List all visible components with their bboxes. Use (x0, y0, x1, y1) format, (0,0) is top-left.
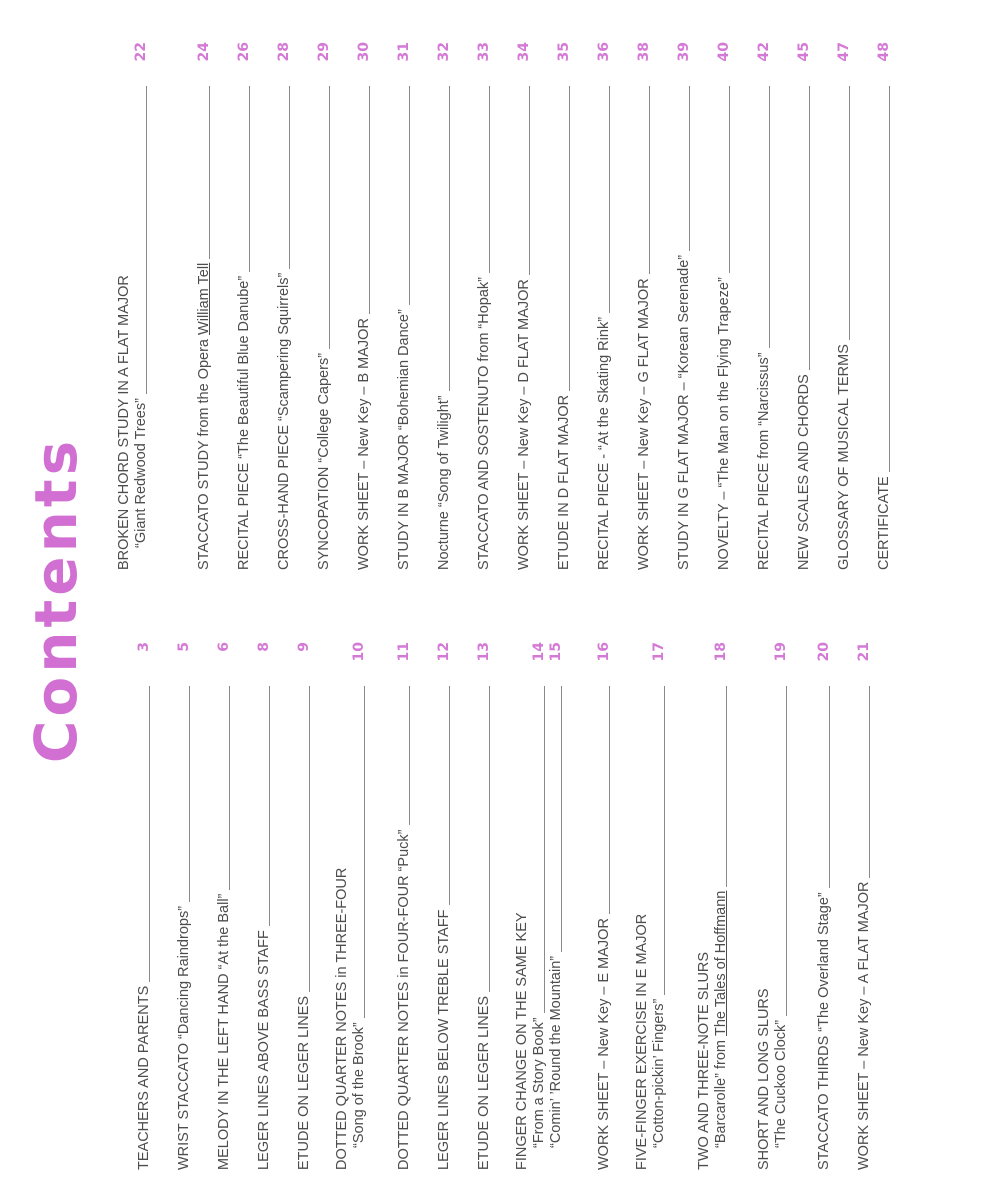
toc-entry[interactable]: WORK SHEET – New Key – B MAJOR 30 (356, 42, 372, 570)
opera-title: William Tell (196, 262, 212, 335)
toc-entry[interactable]: WORK SHEET – New Key – G FLAT MAJOR 38 (636, 42, 652, 570)
toc-entry[interactable]: SYNCOPATION “College Capers” 29 (316, 42, 332, 570)
toc-entry[interactable]: STACCATO THIRDS “The Overland Stage” 20 (816, 642, 832, 1170)
leader-line (561, 686, 562, 952)
page-number: 6 (216, 642, 232, 652)
page-number: 19 (773, 642, 789, 662)
page-number: 42 (756, 42, 772, 62)
page-number: 10 (351, 642, 367, 662)
leader-line (569, 86, 570, 391)
page-number: 14 (531, 642, 547, 662)
leader-line (409, 686, 410, 826)
toc-entry[interactable]: WORK SHEET – New Key – E MAJOR 16 (596, 642, 612, 1170)
leader-line (609, 686, 610, 914)
leader-line (489, 686, 490, 992)
contents-column-left (0, 642, 982, 1170)
toc-entry[interactable]: RECITAL PIECE “The Beautiful Blue Danube” 26 (236, 42, 252, 570)
toc-entry[interactable]: RECITAL PIECE from “Narcissus” 42 (756, 42, 772, 570)
toc-entry[interactable]: STUDY IN G FLAT MAJOR – “Korean Serenade” 39 (676, 42, 692, 570)
toc-entry[interactable]: SHORT AND LONG SLURS “The Cuckoo Clock” 19 (756, 642, 789, 1170)
page-number: 21 (856, 642, 872, 662)
page-title: Contents (22, 436, 90, 764)
toc-entry[interactable]: Nocturne “Song of Twilight” 32 (436, 42, 452, 570)
page-number: 45 (796, 42, 812, 62)
page-number: 9 (296, 642, 312, 652)
toc-entry[interactable]: FIVE-FINGER EXERCISE IN E MAJOR “Cotton-pickin’ Fingers” 17 (634, 642, 667, 1170)
leader-line (689, 86, 690, 251)
leader-line (309, 686, 310, 992)
leader-line (409, 86, 410, 305)
toc-entry[interactable]: RECITAL PIECE - “At the Skating Rink” 36 (596, 42, 612, 570)
leader-line (146, 86, 147, 394)
toc-entry[interactable]: WORK SHEET – New Key – A FLAT MAJOR 21 (856, 642, 872, 1170)
page-number: 24 (196, 42, 212, 62)
toc-entry[interactable]: LEGER LINES ABOVE BASS STAFF 8 (256, 642, 272, 1170)
page-number: 30 (356, 42, 372, 62)
page-number: 11 (396, 642, 412, 662)
leader-line (889, 86, 890, 472)
leader-line (489, 86, 490, 273)
toc-entry[interactable]: ETUDE ON LEGER LINES 9 (296, 642, 312, 1170)
leader-line (249, 86, 250, 272)
contents-column-right (0, 42, 982, 570)
page-number: 36 (596, 42, 612, 62)
leader-line (649, 86, 650, 274)
toc-entry[interactable]: DOTTED QUARTER NOTES in FOUR-FOUR “Puck” 11 (396, 642, 412, 1170)
page-number: 5 (176, 642, 192, 652)
toc-entry[interactable]: GLOSSARY OF MUSICAL TERMS 47 (836, 42, 852, 570)
page-number: 47 (836, 42, 852, 62)
page-number: 22 (133, 42, 149, 62)
leader-line (369, 86, 370, 314)
page-number: 33 (476, 42, 492, 62)
leader-line (729, 86, 730, 273)
page-number: 16 (596, 642, 612, 662)
leader-line (449, 686, 450, 905)
toc-entry[interactable]: NEW SCALES AND CHORDS 45 (796, 42, 812, 570)
page-number: 38 (636, 42, 652, 62)
toc-entry[interactable]: STACCATO STUDY from the Opera William Tell 24 (196, 42, 212, 570)
toc-entry[interactable]: ETUDE ON LEGER LINES 13 (476, 642, 492, 1170)
page-number: 39 (676, 42, 692, 62)
toc-entry[interactable]: MELODY IN THE LEFT HAND “At the Ball” 6 (216, 642, 232, 1170)
page-number: 3 (136, 642, 152, 652)
leader-line (849, 86, 850, 340)
leader-line (769, 86, 770, 348)
page-number: 17 (651, 642, 667, 662)
leader-line (829, 686, 830, 888)
page-number: 26 (236, 42, 252, 62)
leader-line (786, 686, 787, 1016)
toc-entry[interactable]: CERTIFICATE 48 (876, 42, 892, 570)
leader-line (609, 86, 610, 313)
leader-line (809, 86, 810, 370)
toc-entry[interactable]: CROSS-HAND PIECE “Scampering Squirrels” 28 (276, 42, 292, 570)
toc-entry[interactable]: WORK SHEET – New Key – D FLAT MAJOR 34 (516, 42, 532, 570)
toc-entry[interactable]: BROKEN CHORD STUDY IN A FLAT MAJOR “Giant Redwood Trees” 22 (116, 42, 149, 570)
page-number: 12 (436, 642, 452, 662)
page-number: 29 (316, 42, 332, 62)
page-number: 13 (476, 642, 492, 662)
leader-line (189, 686, 190, 902)
toc-entry[interactable]: TEACHERS AND PARENTS 3 (136, 642, 152, 1170)
leader-line (869, 686, 870, 878)
toc-entry[interactable]: NOVELTY – “The Man on the Flying Trapeze” 40 (716, 42, 732, 570)
page-number: 31 (396, 42, 412, 62)
page-number: 28 (276, 42, 292, 62)
page-number: 20 (816, 642, 832, 662)
leader-line (229, 686, 230, 890)
page-number: 15 (548, 642, 564, 662)
page-number: 18 (713, 642, 729, 662)
leader-line (329, 86, 330, 349)
leader-line (449, 86, 450, 391)
toc-entry[interactable]: DOTTED QUARTER NOTES in THREE-FOUR “Song of the Brook” 10 (334, 642, 367, 1170)
toc-entry[interactable]: FINGER CHANGE ON THE SAME KEY “From a Story Book” “Comin’ ’Round the Mountain” 14 15 (514, 642, 564, 1170)
leader-line (289, 86, 290, 269)
toc-entry[interactable]: STUDY IN B MAJOR “Bohemian Dance” 31 (396, 42, 412, 570)
leader-line (364, 686, 365, 1018)
page-number: 48 (876, 42, 892, 62)
leader-line (209, 86, 210, 259)
leader-line (726, 686, 727, 887)
opera-title: The Tales of Hoffmann (713, 890, 729, 1036)
toc-entry[interactable]: WRIST STACCATO “Dancing Raindrops” 5 (176, 642, 192, 1170)
leader-line (529, 86, 530, 275)
page-number: 8 (256, 642, 272, 652)
page-number: 34 (516, 42, 532, 62)
page-number: 35 (556, 42, 572, 62)
leader-line (544, 686, 545, 1013)
toc-entry[interactable]: STACCATO AND SOSTENUTO from “Hopak” 33 (476, 42, 492, 570)
toc-entry[interactable]: LEGER LINES BELOW TREBLE STAFF 12 (436, 642, 452, 1170)
toc-entry[interactable]: ETUDE IN D FLAT MAJOR 35 (556, 42, 572, 570)
leader-line (149, 686, 150, 982)
leader-line (269, 686, 270, 926)
page-number: 40 (716, 42, 732, 62)
toc-entry[interactable]: TWO AND THREE-NOTE SLURS “Barcarolle” from The Tales of Hoffmann 18 (696, 642, 729, 1170)
page-number: 32 (436, 42, 452, 62)
leader-line (664, 686, 665, 995)
